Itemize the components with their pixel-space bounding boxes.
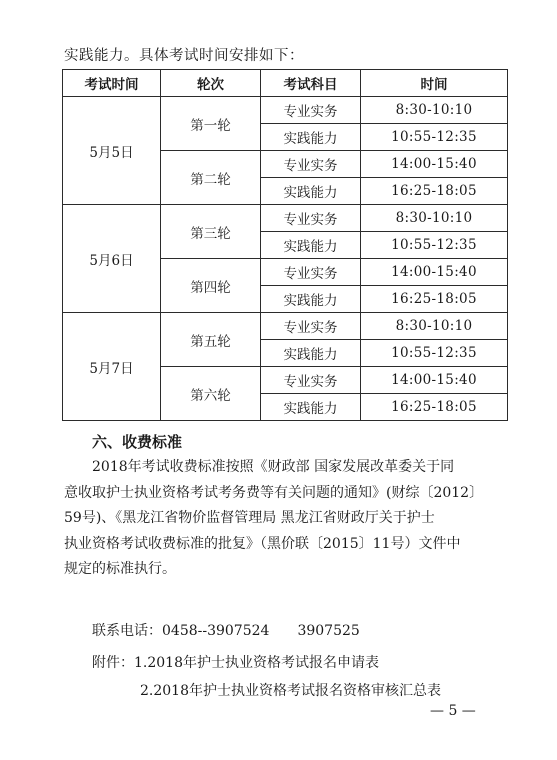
exam-schedule-table — [62, 69, 508, 421]
round-cell: 第二轮 — [161, 151, 261, 205]
time-cell: 10:55-12:35 — [361, 340, 508, 367]
header-time: 时间 — [361, 70, 508, 97]
subject-cell: 专业实务 — [261, 151, 361, 178]
subject-cell: 实践能力 — [261, 124, 361, 151]
table-row — [63, 97, 508, 124]
round-cell: 第四轮 — [161, 259, 261, 313]
time-cell: 8:30-10:10 — [361, 313, 508, 340]
time-cell: 16:25-18:05 — [361, 178, 508, 205]
attachment-item-2: 2.2018年护士执业资格考试报名资格审核汇总表 — [140, 683, 441, 699]
subject-cell: 实践能力 — [261, 286, 361, 313]
table-row — [63, 205, 508, 232]
subject-cell: 专业实务 — [261, 313, 361, 340]
table-row — [63, 313, 508, 340]
paragraph-line: 执业资格考试收费标准的批复》（黑价联〔2015〕11号）文件中 — [64, 535, 461, 552]
time-cell: 10:55-12:35 — [361, 232, 508, 259]
round-cell: 第一轮 — [161, 97, 261, 151]
round-cell: 第六轮 — [161, 367, 261, 421]
exam-date-cell: 5月7日 — [63, 313, 161, 421]
time-cell: 8:30-10:10 — [361, 97, 508, 124]
round-cell: 第五轮 — [161, 313, 261, 367]
subject-cell: 专业实务 — [261, 97, 361, 124]
contact-phone: 联系电话：0458--3907524 3907525 — [92, 623, 360, 639]
attachment-item-1: 附件：1.2018年护士执业资格考试报名申请表 — [92, 655, 379, 671]
round-cell: 第三轮 — [161, 205, 261, 259]
subject-cell: 实践能力 — [261, 394, 361, 421]
time-cell: 10:55-12:35 — [361, 124, 508, 151]
subject-cell: 专业实务 — [261, 259, 361, 286]
time-cell: 8:30-10:10 — [361, 205, 508, 232]
paragraph-line: 规定的标准执行。 — [64, 561, 176, 577]
time-cell: 14:00-15:40 — [361, 259, 508, 286]
page-number: — 5 — — [430, 703, 476, 719]
subject-cell: 实践能力 — [261, 232, 361, 259]
table-header-row — [63, 70, 508, 97]
time-cell: 14:00-15:40 — [361, 151, 508, 178]
time-cell: 16:25-18:05 — [361, 394, 508, 421]
time-cell: 14:00-15:40 — [361, 367, 508, 394]
paragraph-line: 59号)、《黑龙江省物价监督管理局 黑龙江省财政厅关于护士 — [64, 510, 435, 526]
subject-cell: 专业实务 — [261, 205, 361, 232]
subject-cell: 实践能力 — [261, 178, 361, 205]
exam-date-cell: 5月5日 — [63, 97, 161, 205]
time-cell: 16:25-18:05 — [361, 286, 508, 313]
header-exam-date: 考试时间 — [63, 70, 161, 97]
paragraph-line: 2018年考试收费标准按照《财政部 国家发展改革委关于同 — [64, 459, 455, 475]
exam-date-cell: 5月6日 — [63, 205, 161, 313]
header-subject: 考试科目 — [261, 70, 361, 97]
subject-cell: 专业实务 — [261, 367, 361, 394]
section-heading-fees: 六、收费标准 — [92, 433, 183, 451]
header-round: 轮次 — [161, 70, 261, 97]
fee-paragraph — [64, 455, 504, 583]
paragraph-line: 意收取护士执业资格考试考务费等有关问题的通知》(财综〔2012〕 — [64, 484, 484, 501]
intro-text: 实践能力。具体考试时间安排如下： — [64, 48, 304, 64]
subject-cell: 实践能力 — [261, 340, 361, 367]
